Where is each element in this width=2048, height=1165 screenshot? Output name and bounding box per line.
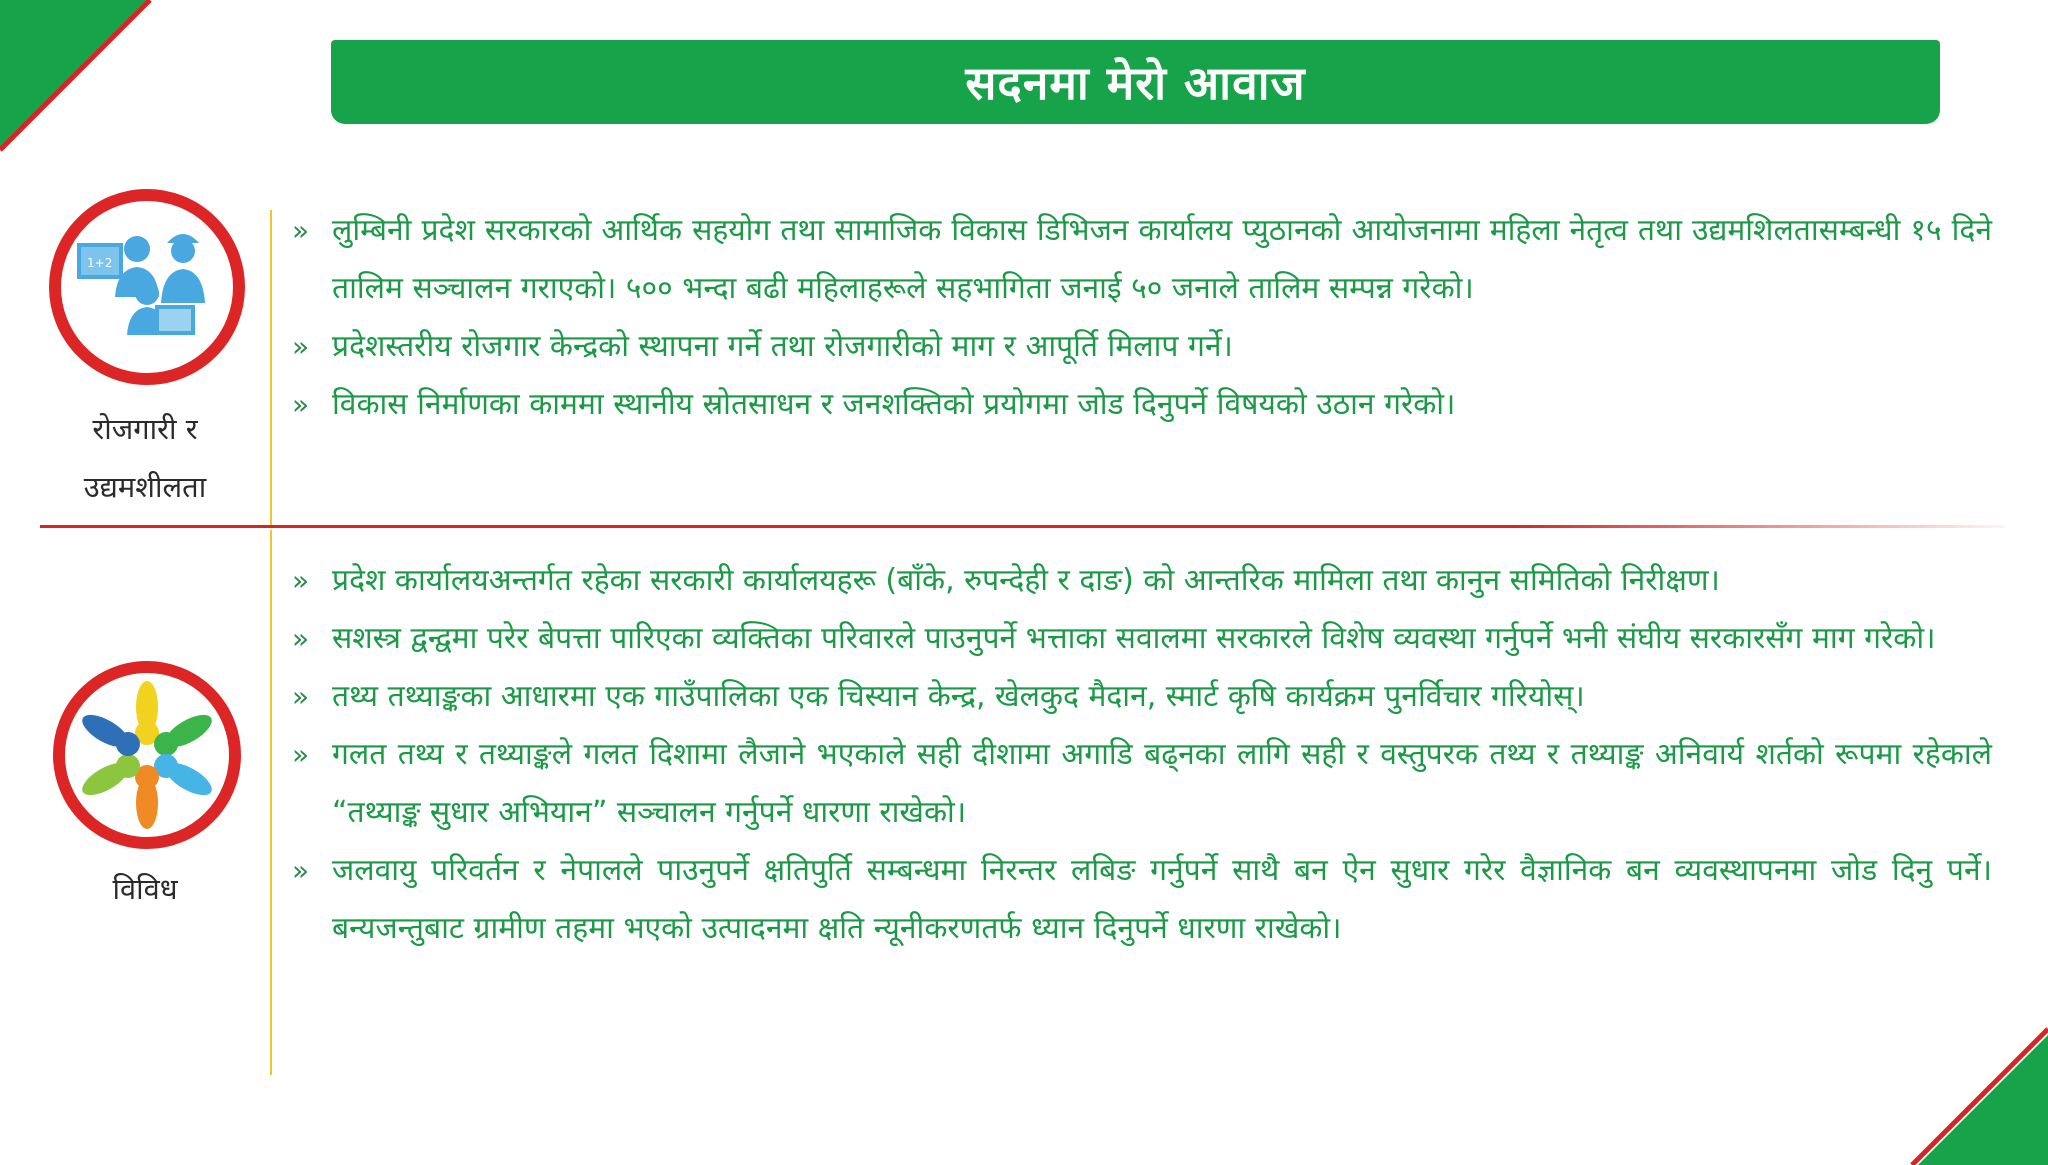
bullet-mark: » [292, 854, 310, 887]
training-people-icon [45, 185, 249, 389]
page-title: सदनमा मेरो आवाज [965, 56, 1306, 110]
bullet-mark: » [292, 330, 310, 363]
bullet-text: तथ्य तथ्याङ्कका आधारमा एक गाउँपालिका एक चिस्यान केन्द्र, खेलकुद मैदान, स्मार्ट कृषि कार्यक्रम पुनर्विचार गरियोस्। [332, 679, 1585, 714]
bullet-text: लुम्बिनी प्रदेश सरकारको आर्थिक सहयोग तथा सामाजिक विकास डिभिजन कार्यालय प्युठानको आयोजनामा महिला नेतृत्व तथा उद्यमशिलतासम्बन्धी १५ दिने तालिम सञ्चालन गराएको। ५०० भन्दा बढी महिलाहरूले सहभागिता जनाई ५० जनाले तालिम सम्पन्न गरेको। [332, 213, 1992, 306]
list-item [292, 726, 1992, 842]
section-label-line: विविध [112, 872, 178, 906]
list-item [292, 318, 1992, 376]
section-employment-bullets [292, 202, 1992, 434]
section-divider-vertical-2 [270, 530, 272, 1075]
section-divider-vertical-1 [270, 210, 272, 526]
section-label-miscellaneous [30, 860, 260, 918]
bullet-text: गलत तथ्य र तथ्याङ्कले गलत दिशामा लैजाने भएकाले सही दीशामा अगाडि बढ्नका लागि सही र वस्तुपरक तथ्य र तथ्याङ्क अनिवार्य शर्तको रूपमा रहेकाले “तथ्याङ्क सुधार अभियान” सञ्चालन गर्नुपर्ने धारणा राखेको। [332, 737, 1992, 830]
bullet-text: प्रदेशस्तरीय रोजगार केन्द्रको स्थापना गर्ने तथा रोजगारीको माग र आपूर्ति मिलाप गर्ने। [332, 329, 1233, 364]
bullet-text: सशस्त्र द्वन्द्वमा परेर बेपत्ता पारिएका व्यक्तिका परिवारले पाउनुपर्ने भत्ताका सवालमा सरकारले विशेष व्यवस्था गर्नुपर्ने भनी संघीय सरकारसँग माग गरेको। [332, 621, 1936, 656]
bullet-mark: » [292, 388, 310, 421]
list-item [292, 376, 1992, 434]
list-item [292, 668, 1992, 726]
bullet-mark: » [292, 214, 310, 247]
section-label-line: उद्यमशीलता [83, 470, 207, 504]
bullet-text: जलवायु परिवर्तन र नेपालले पाउनुपर्ने क्षतिपुर्ति सम्बन्धमा निरन्तर लबिङ गर्नुपर्ने साथै बन ऐन सुधार गरेर वैज्ञानिक बन व्यवस्थापनमा जोड दिनु पर्ने। बन्यजन्तुबाट ग्रामीण तहमा भएको उत्पादनमा क्षति न्यूनीकरणतर्फ ध्यान दिनुपर्ने धारणा राखेको। [332, 853, 1992, 946]
svg-text:1+2: 1+2 [87, 256, 113, 270]
bullet-mark: » [292, 622, 310, 655]
title-banner [331, 40, 1940, 124]
bullet-text: प्रदेश कार्यालयअन्तर्गत रहेका सरकारी कार्यालयहरू (बाँके, रुपन्देही र दाङ) को आन्तरिक मामिला तथा कानुन समितिको निरीक्षण। [332, 563, 1720, 598]
bullet-text: विकास निर्माणका काममा स्थानीय स्रोतसाधन र जनशक्तिको प्रयोगमा जोड दिनुपर्ने विषयको उठान गरेको। [332, 387, 1456, 422]
bullet-mark: » [292, 564, 310, 597]
list-item [292, 842, 1992, 958]
corner-decoration-bottom-right [1908, 1025, 2048, 1165]
corner-decoration-top-left [0, 0, 160, 160]
section-label-employment [30, 400, 260, 516]
list-item [292, 202, 1992, 318]
section-divider-horizontal [40, 525, 2005, 528]
list-item [292, 552, 1992, 610]
bullet-mark: » [292, 680, 310, 713]
bullet-mark: » [292, 738, 310, 771]
colorful-hands-circle-icon [50, 658, 244, 852]
section-miscellaneous-bullets [292, 552, 1992, 958]
section-label-line: रोजगारी र [92, 412, 198, 446]
list-item [292, 610, 1992, 668]
